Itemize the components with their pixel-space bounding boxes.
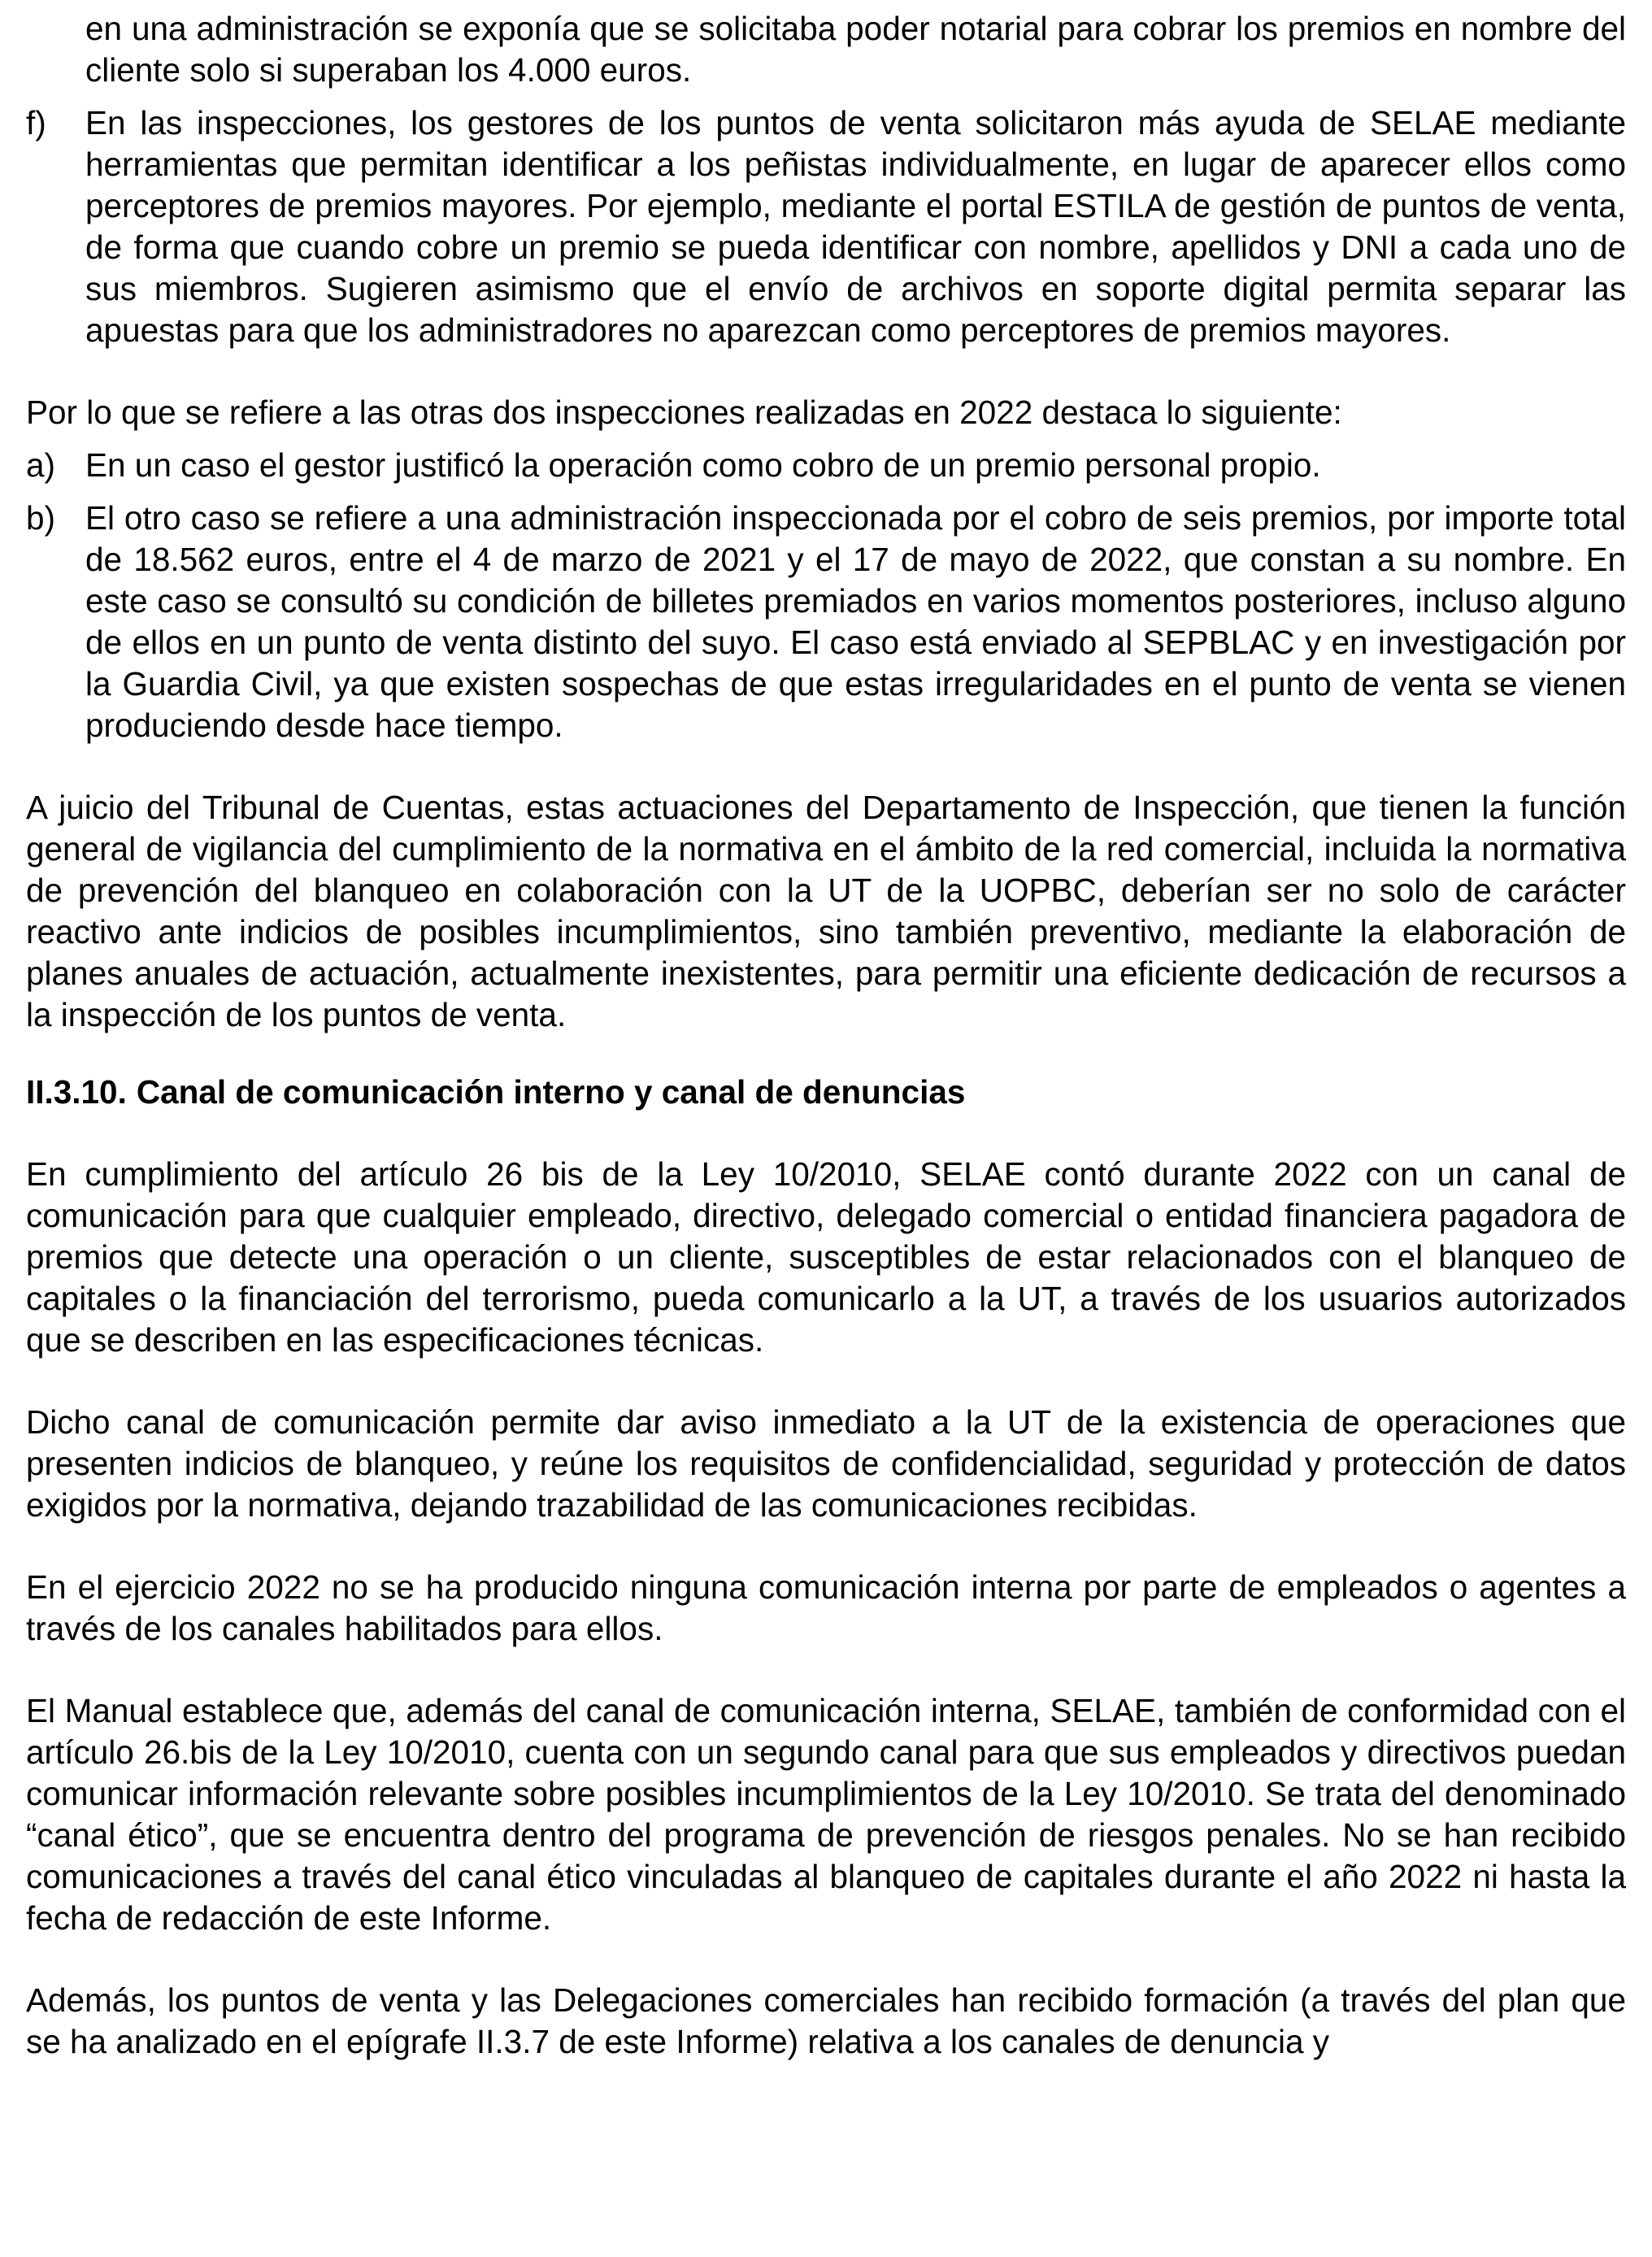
list-marker: b) xyxy=(26,499,56,537)
list-marker: a) xyxy=(26,446,56,484)
body-paragraph: En cumplimiento del artículo 26 bis de la Ley 10/2010, SELAE contó durante 2022 con un canal de comunicación para que cualquier empleado, directivo, delegado comercial o entidad financiera pagadora de premios que detecte una operación o un cliente, susceptibles de estar relacionados con el blanqueo de capitales o la financiación del terrorismo, pueda comunicarlo a la UT, a través de los usuarios autorizados que se describen en las especificaciones técnicas. xyxy=(26,1155,1626,1359)
list-marker: f) xyxy=(26,104,46,141)
section-number: II.3.10. xyxy=(26,1073,127,1111)
list-item-f xyxy=(26,102,1626,351)
body-paragraph: Dicho canal de comunicación permite dar aviso inmediato a la UT de la existencia de operaciones que presenten indicios de blanqueo, y reúne los requisitos de confidencialidad, seguridad y protección de datos exigidos por la normativa, dejando trazabilidad de las comunicaciones recibidas. xyxy=(26,1403,1626,1524)
body-paragraph: El Manual establece que, además del canal de comunicación interna, SELAE, también de conformidad con el artículo 26.bis de la Ley 10/2010, cuenta con un segundo canal para que sus empleados y directivos puedan comunicar información relevante sobre posibles incumplimientos de la Ley 10/2010. Se trata del denominado “canal ético”, que se encuentra dentro del programa de prevención de riesgos penales. No se han recibido comunicaciones a través del canal ético vinculadas al blanqueo de capitales durante el año 2022 ni hasta la fecha de redacción de este Informe. xyxy=(26,1692,1626,1937)
intro-paragraph: Por lo que se refiere a las otras dos inspecciones realizadas en 2022 destaca lo siguiente: xyxy=(26,394,1342,431)
list-item-text: En las inspecciones, los gestores de los puntos de venta solicitaron más ayuda de SELAE mediante herramientas que permitan identificar a los peñistas individualmente, en lugar de aparecer ellos como perceptores de premios mayores. Por ejemplo, mediante el portal ESTILA de gestión de puntos de venta, de forma que cuando cobre un premio se pueda identificar con nombre, apellidos y DNI a cada uno de sus miembros. Sugieren asimismo que el envío de archivos en soporte digital permita separar las apuestas para que los administradores no aparezcan como perceptores de premios mayores. xyxy=(85,104,1626,349)
body-paragraph: En el ejercicio 2022 no se ha producido ninguna comunicación interna por parte de empleados o agentes a través de los canales habilitados para ellos. xyxy=(26,1568,1626,1647)
body-paragraph: Además, los puntos de venta y las Delegaciones comerciales han recibido formación (a través del plan que se ha analizado en el epígrafe II.3.7 de este Informe) relativa a los canales de denuncia y xyxy=(26,1981,1626,2060)
document-page xyxy=(26,8,1626,2063)
list-item-a xyxy=(26,445,1626,486)
continuation-text: en una administración se exponía que se solicitaba poder notarial para cobrar los premios en nombre del cliente solo si superaban los 4.000 euros. xyxy=(85,10,1626,89)
section-title: Canal de comunicación interno y canal de denuncias xyxy=(136,1073,966,1111)
list-item-b xyxy=(26,498,1626,746)
list-item-text: En un caso el gestor justificó la operación como cobro de un premio personal propio. xyxy=(85,446,1321,484)
list-item-continuation xyxy=(26,8,1626,91)
section-heading xyxy=(26,1072,1626,1113)
list-item-text: El otro caso se refiere a una administración inspeccionada por el cobro de seis premios, por importe total de 18.562 euros, entre el 4 de marzo de 2021 y el 17 de mayo de 2022, que constan a su nombre. En este caso se consultó su condición de billetes premiados en varios momentos posteriores, incluso alguno de ellos en un punto de venta distinto del suyo. El caso está enviado al SEPBLAC y en investigación por la Guardia Civil, ya que existen sospechas de que estas irregularidades en el punto de venta se vienen produciendo desde hace tiempo. xyxy=(85,499,1626,744)
tribunal-paragraph: A juicio del Tribunal de Cuentas, estas actuaciones del Departamento de Inspección, que tienen la función general de vigilancia del cumplimiento de la normativa en el ámbito de la red comercial, incluida la normativa de prevención del blanqueo en colaboración con la UT de la UOPBC, deberían ser no solo de carácter reactivo ante indicios de posibles incumplimientos, sino también preventivo, mediante la elaboración de planes anuales de actuación, actualmente inexistentes, para permitir una eficiente dedicación de recursos a la inspección de los puntos de venta. xyxy=(26,789,1626,1033)
